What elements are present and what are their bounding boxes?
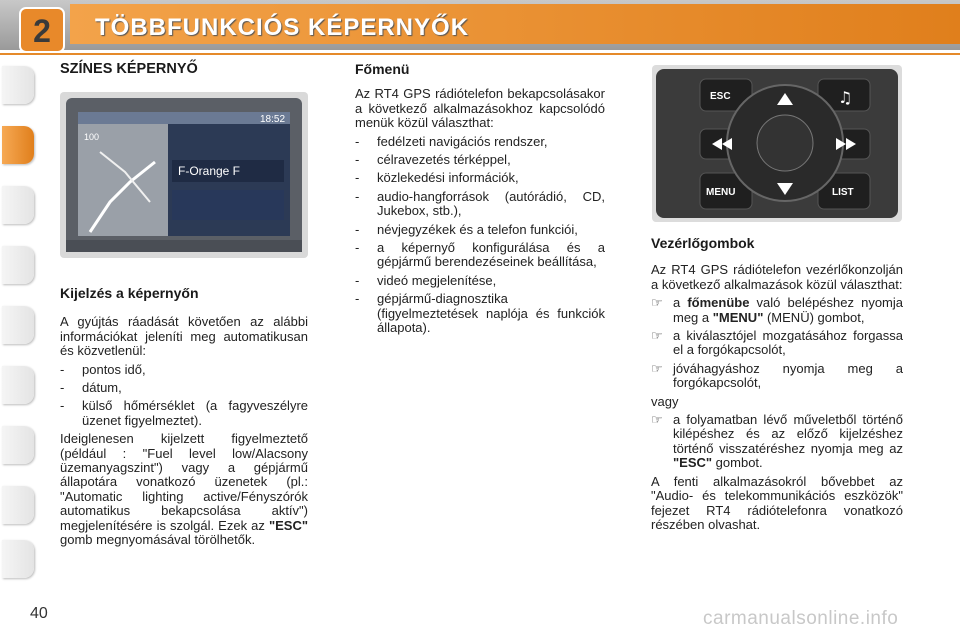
esc-button-label: ESC [710,91,731,102]
music-note-icon: ♫ [838,88,853,107]
screen-small-label: 100 [84,132,100,142]
screen-radio-name: F-Orange F [178,164,241,178]
main-menu-list [355,135,605,336]
page-number: 40 [30,605,48,622]
list-item: - a képernyő konfigurálása és a gépjármű berendezéseinek beállítása, [355,240,605,270]
side-tab[interactable] [2,486,34,524]
side-tab-active[interactable] [2,126,34,164]
main-menu-intro: Az RT4 GPS rádiótelefon bekapcsolásakor a következő alkalmazásokhoz kapcsolódó menük közül választhat: [355,86,605,131]
control-panel-photo [652,65,902,222]
list-item: - dátum, [60,380,122,396]
page-title: TÖBBFUNKCIÓS KÉPERNYŐK [95,14,470,41]
pointing-hand-icon: ☞ [651,328,663,344]
side-tab[interactable] [2,366,34,404]
list-item: - fedélzeti navigációs rendszer, [355,133,548,149]
display-list [60,363,308,429]
pointing-hand-icon: ☞ [651,295,663,311]
list-item: - gépjármű-diagnosztika (figyelmeztetések naplója és funkciók állapota). [355,291,605,336]
color-screen-photo [60,92,308,258]
side-tab[interactable] [2,306,34,344]
or-text: vagy [651,393,679,409]
list-item: - pontos idő, [60,361,146,377]
list-item: ☞ jóváhagyáshoz nyomja meg a forgókapcsolót, [651,360,903,391]
left-text [60,286,308,548]
side-tab[interactable] [2,246,34,284]
list-item: - névjegyzékek és a telefon funkciói, [355,221,578,237]
pointing-hand-icon: ☞ [651,412,663,428]
display-intro: A gyújtás ráadását követően az alábbi információkat jeleníti meg automatikusan és közvetlenül: [60,314,308,359]
section-heading-color-screen: SZÍNES KÉPERNYŐ [60,61,198,77]
list-item: - külső hőmérséklet (a fagyveszélyre üzenet figyelmeztet). [60,398,308,428]
list-item: - közlekedési információk, [355,170,519,186]
controls-intro: Az RT4 GPS rádiótelefon vezérlőkonzolján a következő alkalmazások közül választhat: [651,262,903,292]
screen-time: 18:52 [260,114,286,125]
side-tab[interactable] [2,426,34,464]
middle-column [355,62,605,336]
list-item: - célravezetés térképpel, [355,152,511,168]
left-column [60,62,308,76]
controls-list-2 [651,413,903,471]
side-tabs [0,62,38,582]
controls-heading: Vezérlőgombok [651,235,755,251]
display-subheading: Kijelzés a képernyőn [60,285,199,301]
right-column [651,236,903,532]
warning-paragraph: Ideiglenesen kijelzett figyelmeztető (például : "Fuel level low/Alacsony üzemanyagszint") vagy a gépjármű állapotára vonatkozó üzenetek (pl.: "Automatic lighting active/Fényszórók automatikus bekapcsolása aktív") megjelenítésére is szolgál. Ezek az "ESC" gomb megnyomásával törölhetők. [60,431,308,548]
side-tab[interactable] [2,540,34,578]
list-item: - videó megjelenítése, [355,272,497,288]
list-item: - audio-hangforrások (autórádió, CD, Jukebox, stb.), [355,188,605,219]
list-item: ☞ a főmenübe való belépéshez nyomja meg a "MENU" (MENÜ) gombot, [651,295,903,325]
list-item: ☞ a folyamatban lévő műveletből történő kilépéshez és az előző kijelzéshez történő visszatéréshez nyomja meg az "ESC" gombot. [651,412,903,471]
side-tab[interactable] [2,66,34,104]
side-tab[interactable] [2,186,34,224]
main-menu-heading: Főmenü [355,61,410,77]
chapter-number: 2 [33,13,51,49]
list-button-label: LIST [832,187,854,198]
controls-list [651,296,903,390]
pointing-hand-icon: ☞ [651,360,663,376]
menu-button-label: MENU [706,187,736,198]
chapter-badge [18,6,66,54]
list-item: ☞ a kiválasztójel mozgatásához forgassa el a forgókapcsolót, [651,328,903,358]
controls-outro: A fenti alkalmazásokról bővebbet az "Audio- és telekommunikációs eszközök" fejezet RT4 rádiótelefonra vonatkozó részében olvashat. [651,473,903,532]
watermark: carmanualsonline.info [703,608,899,629]
